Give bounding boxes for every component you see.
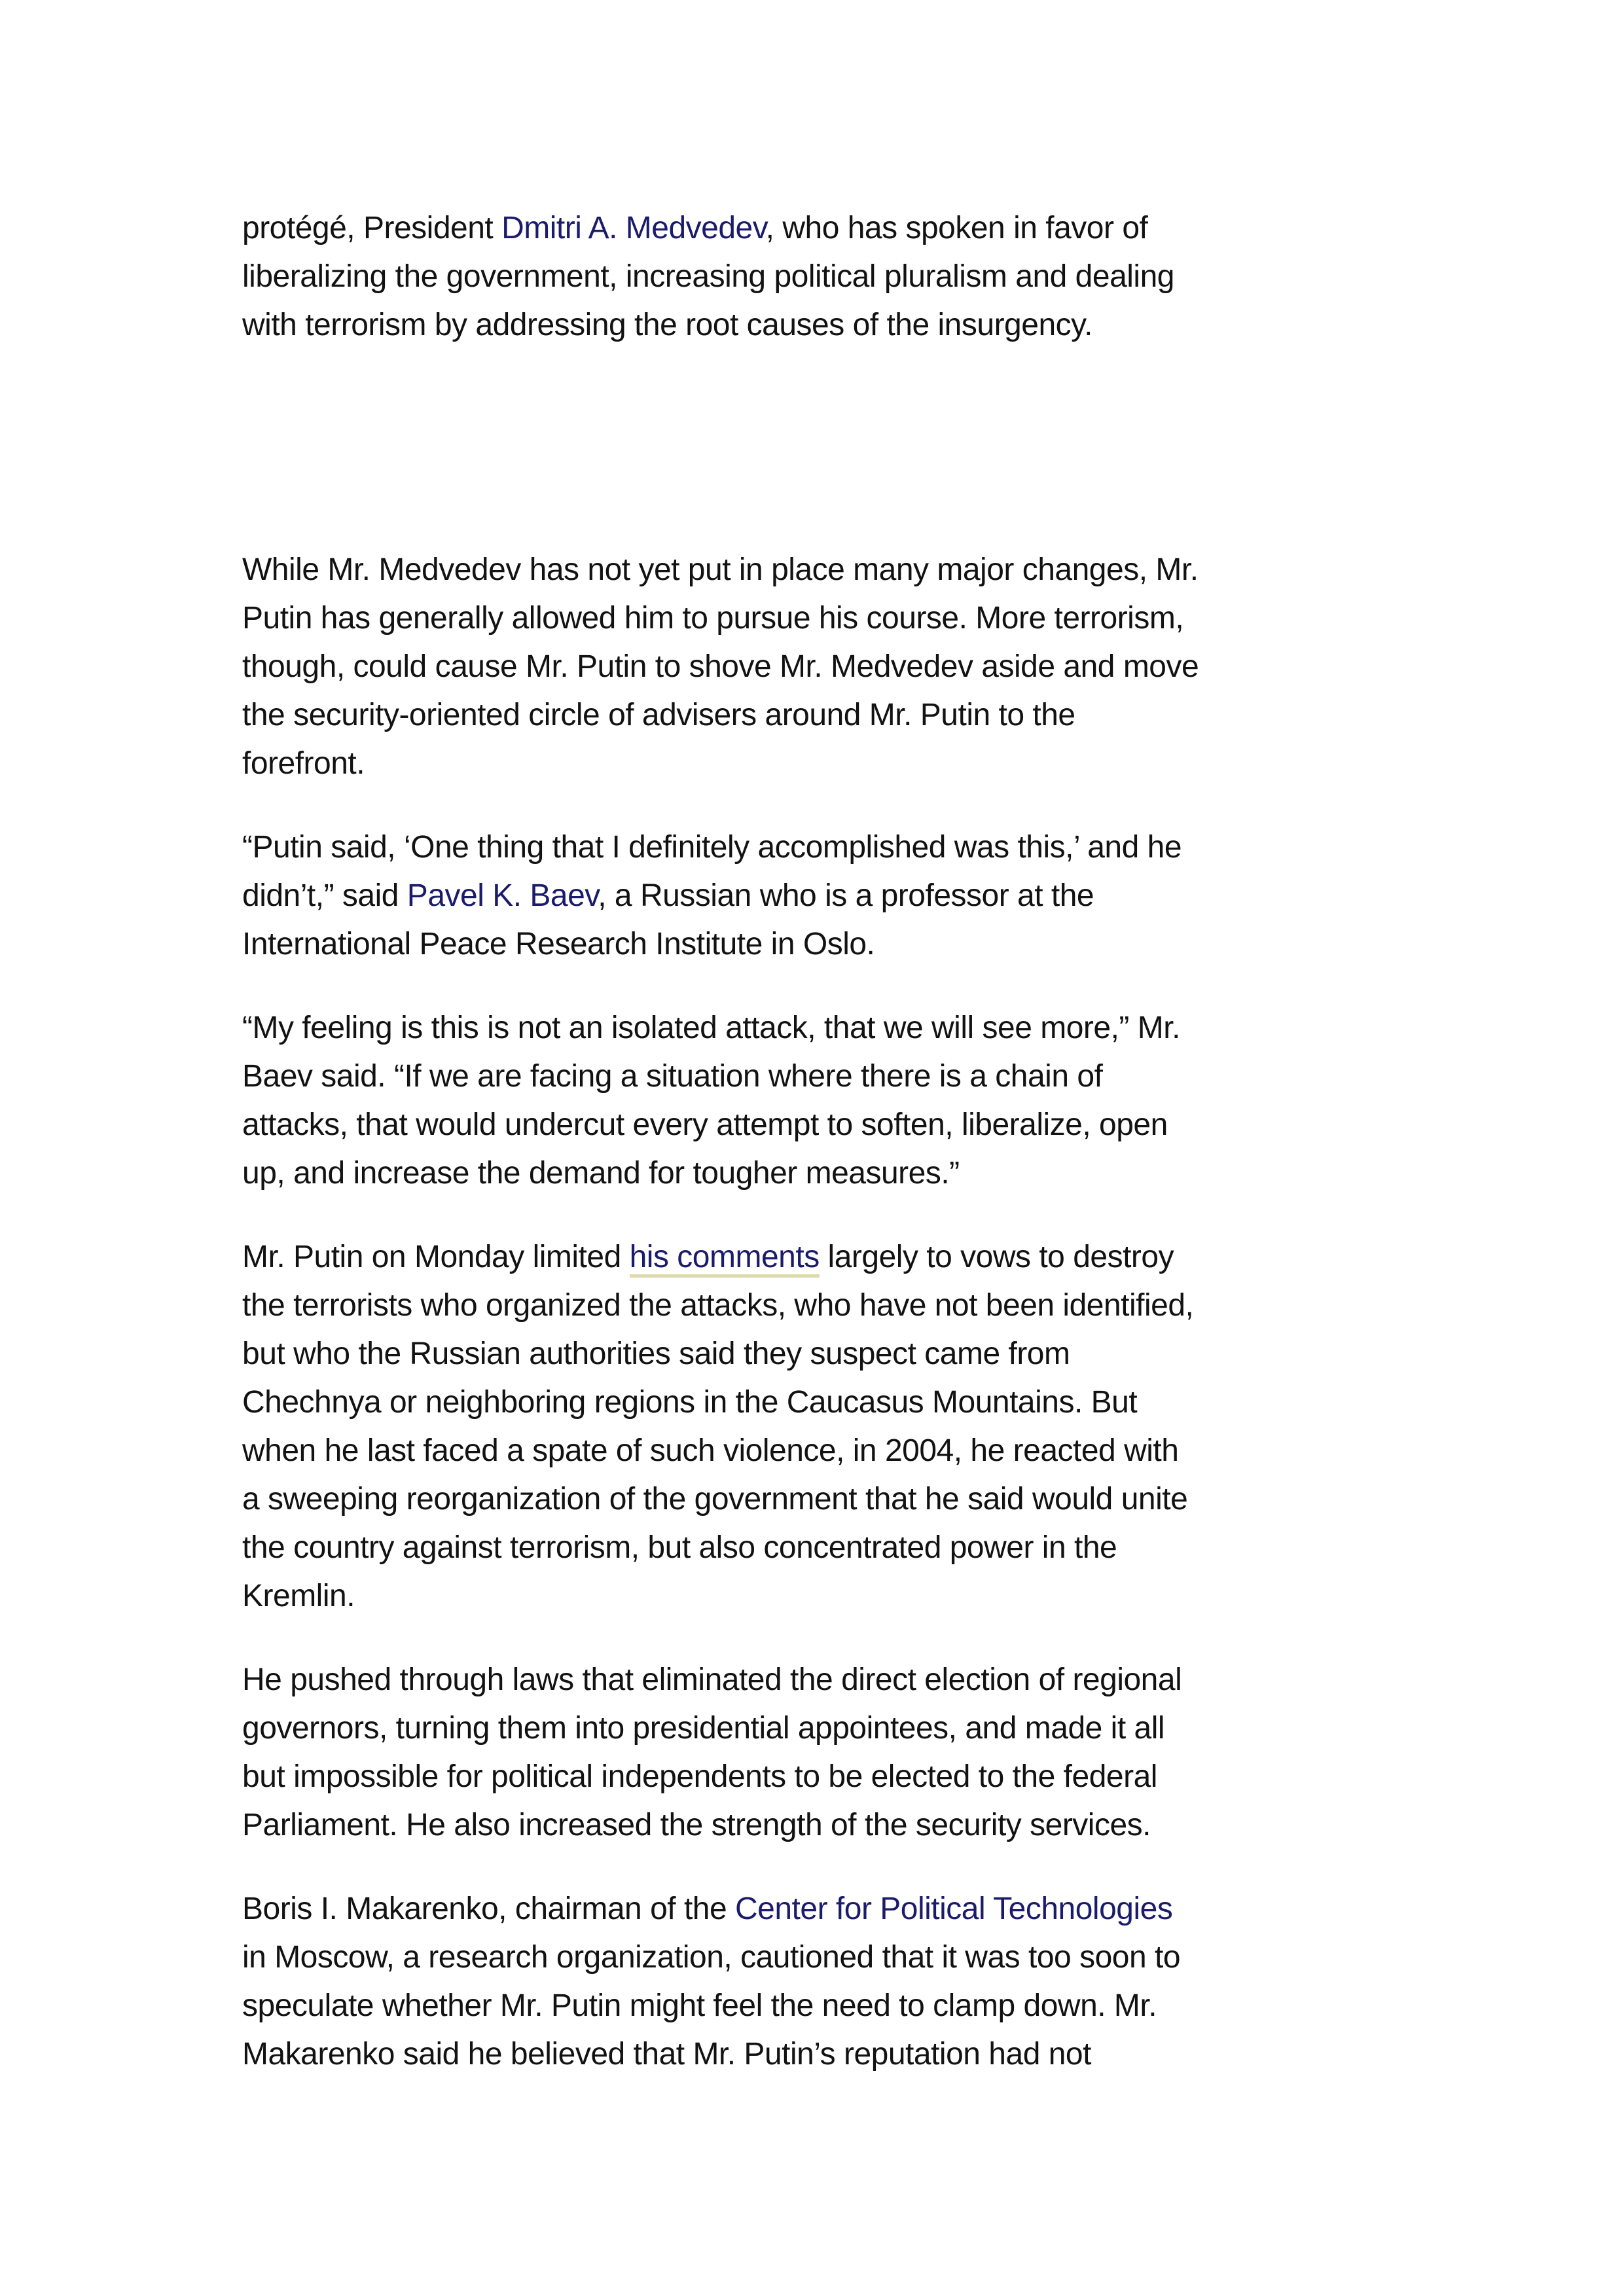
paragraph [242,204,1394,350]
text-line [242,740,1394,788]
text-line [242,204,1394,253]
text-line [242,1378,1394,1427]
text-line [242,1982,1394,2030]
text-run: Baev said. “If we are facing a situation where there is a chain of [242,1059,1103,1094]
text-run: in Moscow, a research organization, cautioned that it was too soon to [242,1940,1181,1975]
text-run: Boris I. Makarenko, chairman of the [242,1892,735,1926]
text-line [242,1524,1394,1572]
text-run: , who has spoken in favor of [765,211,1148,245]
text-run: Chechnya or neighboring regions in the Caucasus Mountains. But [242,1385,1138,1420]
article-link[interactable]: Dmitri A. Medvedev [501,211,766,245]
text-run: though, could cause Mr. Putin to shove Mr. Medvedev aside and move [242,649,1199,684]
text-line [242,1704,1394,1753]
text-run: forefront. [242,746,365,781]
text-line [242,823,1394,872]
text-run: but impossible for political independents to be elected to the federal [242,1759,1157,1794]
text-line [242,1233,1394,1282]
text-line [242,872,1394,920]
text-line [242,1933,1394,1982]
text-run: Kremlin. [242,1579,355,1613]
text-run: Putin has generally allowed him to pursue his course. More terrorism, [242,601,1184,636]
text-line [242,594,1394,643]
text-line [242,1753,1394,1801]
paragraph [242,546,1394,788]
article-link[interactable]: his comments [630,1240,820,1278]
text-line [242,1427,1394,1475]
text-line [242,1801,1394,1850]
text-line [242,253,1394,301]
text-run: speculate whether Mr. Putin might feel the need to clamp down. Mr. [242,1988,1157,2023]
text-run: with terrorism by addressing the root causes of the insurgency. [242,308,1092,342]
text-line [242,1101,1394,1149]
article-link[interactable]: Center for Political Technologies [735,1892,1173,1926]
text-run: He pushed through laws that eliminated the direct election of regional [242,1662,1182,1697]
text-line [242,1572,1394,1621]
text-run: up, and increase the demand for tougher measures.” [242,1156,960,1191]
text-run: liberalizing the government, increasing political pluralism and dealing [242,259,1174,294]
text-run: the security-oriented circle of advisers around Mr. Putin to the [242,698,1075,732]
text-line [242,1475,1394,1524]
text-run: Mr. Putin on Monday limited [242,1240,630,1274]
article-link[interactable]: Pavel K. Baev [406,878,598,913]
text-line [242,1004,1394,1052]
text-line [242,1656,1394,1704]
paragraph [242,1885,1394,2079]
text-line [242,1149,1394,1198]
text-run: “Putin said, ‘One thing that I definitely accomplished was this,’ and he [242,830,1182,865]
text-run: governors, turning them into presidential appointees, and made it all [242,1711,1165,1746]
text-run: “My feeling is this is not an isolated attack, that we will see more,” Mr. [242,1011,1180,1045]
text-run: International Peace Research Institute in Oslo. [242,927,875,961]
paragraph [242,1656,1394,1850]
text-run: the terrorists who organized the attacks, who have not been identified, [242,1288,1194,1323]
text-line [242,301,1394,350]
text-run: Parliament. He also increased the strength of the security services. [242,1808,1151,1842]
text-run: Makarenko said he believed that Mr. Putin’s reputation had not [242,2037,1091,2072]
text-run: the country against terrorism, but also concentrated power in the [242,1530,1117,1565]
article-body [242,204,1394,2114]
text-run: didn’t,” said [242,878,407,913]
paragraph [242,1004,1394,1198]
text-run: While Mr. Medvedev has not yet put in place many major changes, Mr. [242,552,1199,587]
text-line [242,1330,1394,1378]
text-line [242,920,1394,969]
text-run: , a Russian who is a professor at the [598,878,1094,913]
text-line [242,2030,1394,2079]
text-line [242,691,1394,740]
text-run: when he last faced a spate of such violence, in 2004, he reacted with [242,1433,1179,1468]
text-run: largely to vows to destroy [819,1240,1174,1274]
text-line [242,546,1394,594]
text-run: but who the Russian authorities said they suspect came from [242,1336,1070,1371]
text-line [242,1052,1394,1101]
text-line [242,1885,1394,1933]
text-line [242,1282,1394,1330]
paragraph [242,1233,1394,1621]
text-run: protégé, President [242,211,502,245]
text-run: attacks, that would undercut every attempt to soften, liberalize, open [242,1107,1168,1142]
paragraph [242,823,1394,969]
text-line [242,643,1394,691]
text-run: a sweeping reorganization of the government that he said would unite [242,1482,1188,1516]
